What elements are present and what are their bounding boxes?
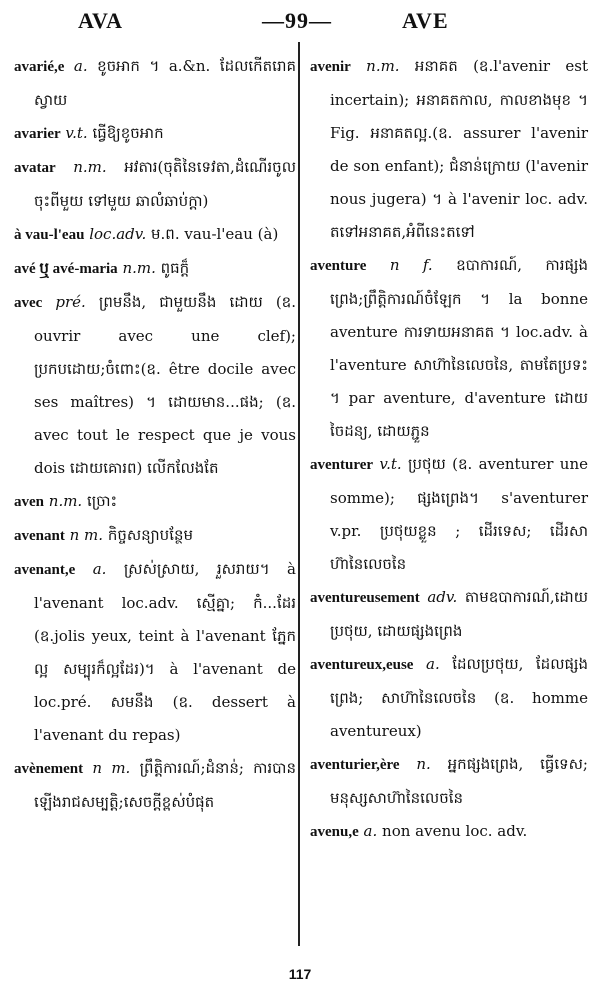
definition: ព្រឹត្តិការណ៍;ដំនាន់; ការបានឡើងរាជសម្បត្តិ;សេចក្តីខ្ពស់បំផុត — [34, 759, 296, 811]
part-of-speech: adv. — [427, 588, 458, 606]
headword: avenant,e — [14, 562, 76, 578]
right-guide-word: AVE — [402, 8, 449, 33]
dictionary-entry — [14, 519, 296, 553]
page-number-header: —99— — [262, 8, 332, 33]
headword: aven — [14, 494, 44, 510]
part-of-speech: a. — [92, 560, 107, 578]
headword: avenir — [310, 59, 351, 75]
page-header — [0, 8, 600, 40]
headword: aventurier,ère — [310, 757, 400, 773]
definition: អវតារ(ចុតិនៃទេវតា,ដំណើរចូលចុះពីមួយ ទៅមួយ ឆាលំឆាប់ក្តា) — [34, 158, 296, 210]
right-column — [310, 50, 588, 849]
headword: aventureusement — [310, 590, 420, 606]
headword: avarier — [14, 126, 61, 142]
part-of-speech: a. — [426, 655, 440, 673]
definition: ដែលប្រថុយ, ដែលផ្សងព្រេង; សាហ៊ានៃលេចនៃ (ឧ. homme aventureux) — [330, 655, 588, 740]
dictionary-entry — [14, 752, 296, 819]
left-guide-word: AVA — [78, 8, 123, 33]
definition: អ្នកផ្សងព្រេង, ធ្វើទេស; មនុស្សសាហ៊ានៃលេចនៃ — [330, 755, 588, 807]
headword: avé ឬ avé-maria — [14, 261, 118, 277]
part-of-speech: v.t. — [379, 455, 402, 473]
part-of-speech: a. — [73, 57, 88, 75]
part-of-speech: v.t. — [65, 124, 88, 142]
definition: ខូចអាក ។ a.&n. ដែលកើតរោគស្វាយ — [34, 57, 296, 109]
definition: ពូធក្ត៏ — [160, 259, 190, 277]
part-of-speech: loc.adv. — [89, 225, 147, 243]
headword: aventurer — [310, 457, 374, 473]
definition: កិច្ចសន្យាបន្ថែម — [107, 526, 194, 544]
definition: ព្រមនឹង, ជាមួយនឹង ដោយ (ឧ. ouvrir avec une clef); ប្រកបដោយ;ចំពោះ(ឧ. être docile avec ses maîtres) ។ ដោយមាន...ផង; (ឧ. avec tout le respect que je vous dois ដោយគោរព) លើកលែងតែ — [34, 293, 296, 477]
definition: ប្រថុយ (ឧ. aventurer une somme); ផ្សងព្រេង។ s'aventurer v.pr. ប្រថុយខ្លួន ; ដើរទេស; ដើរសាហ៊ានៃលេចនៃ — [330, 455, 588, 573]
dictionary-entry — [14, 286, 296, 485]
headword: avatar — [14, 160, 56, 176]
dictionary-entry — [14, 218, 296, 252]
left-column — [14, 50, 296, 819]
definition: ស្រស់ស្រាយ, រួសរាយ។ à l'avenant loc.adv. ស្មើគ្នា; កំ...ដែរ (ឧ.jolis yeux, teint à l'avenant ភ្នែកល្អ សម្បុរក៏ល្អដែរ)។ à l'avenant de loc.pré. សមនឹង (ឧ. dessert à l'avenant du repas) — [34, 560, 296, 744]
headword: avec — [14, 295, 43, 311]
part-of-speech: n m. — [92, 759, 131, 777]
part-of-speech: n. — [416, 755, 431, 773]
dictionary-entry — [14, 117, 296, 151]
headword: avènement — [14, 761, 84, 777]
dictionary-entry — [310, 648, 588, 748]
part-of-speech: n m. — [69, 526, 104, 544]
dictionary-entry — [14, 50, 296, 117]
dictionary-entry — [310, 249, 588, 448]
dictionary-entry — [14, 252, 296, 286]
part-of-speech: n f. — [389, 256, 433, 274]
definition: ឧបាការណ៍, ការផ្សងព្រេង;ព្រឹត្តិការណ៍ចំឡែក ។ la bonne aventure ការទាយអនាគត ។ loc.adv. à l'aventure សាហ៊ានៃលេចនៃ, តាមតែប្រទះ ។ par aventure, d'aventure ដោយចៃដន្យ, ដោយភ្ជួន — [330, 256, 588, 440]
part-of-speech: n.m. — [366, 57, 400, 75]
headword: à vau-l'eau — [14, 227, 85, 243]
dictionary-entry — [14, 485, 296, 519]
part-of-speech: n.m. — [122, 259, 156, 277]
definition: non avenu loc. adv. — [382, 822, 528, 840]
column-divider — [298, 42, 300, 946]
dictionary-entry — [310, 581, 588, 648]
headword: aventure — [310, 258, 367, 274]
headword: avenant — [14, 528, 65, 544]
dictionary-entry — [14, 553, 296, 752]
part-of-speech: n.m. — [48, 492, 83, 510]
part-of-speech: a. — [363, 822, 378, 840]
page-footer-number: 117 — [288, 966, 312, 982]
dictionary-entry — [310, 815, 588, 849]
dictionary-entry — [14, 151, 296, 218]
headword: avenu,e — [310, 824, 359, 840]
definition: តាមឧបាការណ៍,ដោយប្រថុយ, ដោយផ្សងព្រេង — [330, 588, 588, 640]
headword: avarié,e — [14, 59, 65, 75]
definition: ធ្វើឱ្យខូចអាក — [92, 124, 164, 142]
definition: អនាគត (ឧ.l'avenir est incertain); អនាគតកាល, កាលខាងមុខ ។ Fig. អនាគតល្អ.(ឧ. assurer l'avenir de son enfant); ជំនាន់ក្រោយ (l'avenir nous jugera) ។ à l'avenir loc. adv. តទៅអនាគត,អំពីនេះតទៅ — [330, 57, 588, 241]
dictionary-entry — [310, 448, 588, 581]
dictionary-entry — [310, 748, 588, 815]
definition: ច្រោះ — [86, 492, 118, 510]
dictionary-entry — [310, 50, 588, 249]
part-of-speech: n.m. — [73, 158, 107, 176]
definition: ម.ព. vau-l'eau (à) — [151, 225, 279, 243]
headword: aventureux,euse — [310, 657, 414, 673]
part-of-speech: pré. — [55, 293, 86, 311]
